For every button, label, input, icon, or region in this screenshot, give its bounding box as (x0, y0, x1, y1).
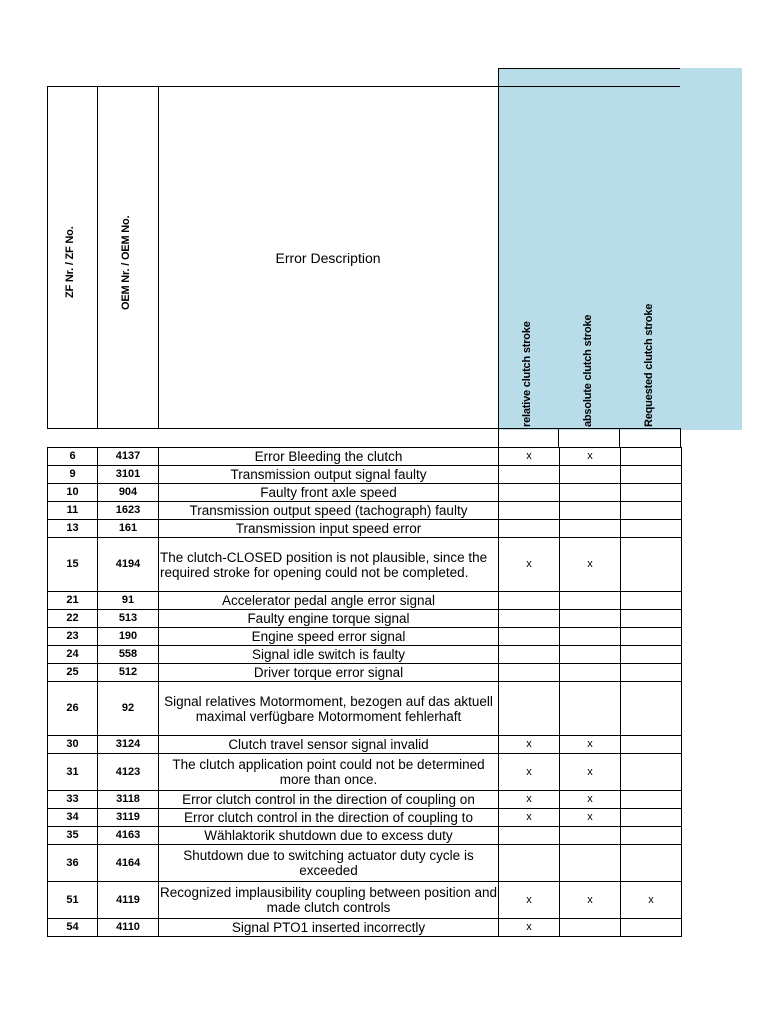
zf-no-cell: 10 (48, 484, 98, 502)
requested-clutch-stroke-cell (621, 466, 682, 484)
requested-clutch-stroke-cell (621, 646, 682, 664)
table-row (48, 809, 682, 827)
relative-clutch-stroke-cell (499, 520, 560, 538)
requested-clutch-stroke-cell (621, 682, 682, 736)
oem-no-cell: 513 (98, 610, 159, 628)
zf-no-cell: 34 (48, 809, 98, 827)
table-row (48, 827, 682, 845)
table-row (48, 682, 682, 736)
zf-no-cell: 21 (48, 592, 98, 610)
zf-no-cell: 30 (48, 736, 98, 754)
error-description-header: Error Description (275, 250, 381, 266)
table-row (48, 736, 682, 754)
table-row (48, 538, 682, 592)
absolute-clutch-stroke-cell (560, 628, 621, 646)
table-row (48, 484, 682, 502)
relative-clutch-stroke-cell (499, 610, 560, 628)
absolute-clutch-stroke-cell (560, 919, 621, 937)
requested-clutch-stroke-cell (621, 845, 682, 882)
table-row (48, 845, 682, 882)
requested-clutch-stroke-cell (621, 827, 682, 845)
absolute-clutch-stroke-cell (560, 664, 621, 682)
oem-no-cell: 904 (98, 484, 159, 502)
absolute-clutch-stroke-cell (560, 466, 621, 484)
table-row (48, 882, 682, 919)
requested-clutch-stroke-cell (621, 592, 682, 610)
error-description-cell: Wählaktorik shutdown due to excess duty (159, 827, 499, 845)
oem-no-cell: 4137 (98, 448, 159, 466)
oem-no-cell: 558 (98, 646, 159, 664)
error-description-cell: Shutdown due to switching actuator duty cycle is exceeded (159, 845, 499, 882)
header-highlight-band (498, 68, 742, 430)
table-row (48, 628, 682, 646)
zf-no-cell: 33 (48, 791, 98, 809)
zf-no-cell: 11 (48, 502, 98, 520)
oem-no-cell: 4164 (98, 845, 159, 882)
oem-no-cell: 161 (98, 520, 159, 538)
table-row (48, 664, 682, 682)
table-row (48, 502, 682, 520)
header-divider (47, 86, 48, 429)
table-row (48, 791, 682, 809)
relative-clutch-stroke-cell (499, 827, 560, 845)
oem-no-header: OEM Nr. / OEM No. (120, 215, 132, 310)
relative-clutch-stroke-cell: x (499, 919, 560, 937)
zf-no-cell: 26 (48, 682, 98, 736)
oem-no-cell: 3124 (98, 736, 159, 754)
zf-no-cell: 51 (48, 882, 98, 919)
table-row (48, 919, 682, 937)
zf-no-cell: 54 (48, 919, 98, 937)
spacer-divider (558, 428, 559, 448)
header-divider (498, 68, 499, 429)
relative-clutch-stroke-cell (499, 502, 560, 520)
relative-clutch-stroke-cell (499, 484, 560, 502)
requested-clutch-stroke-cell (621, 919, 682, 937)
zf-no-cell: 25 (48, 664, 98, 682)
relative-clutch-stroke-cell (499, 682, 560, 736)
absolute-clutch-stroke-header: absolute clutch stroke (582, 314, 594, 427)
relative-clutch-stroke-cell: x (499, 538, 560, 592)
relative-clutch-stroke-cell (499, 592, 560, 610)
zf-no-cell: 35 (48, 827, 98, 845)
absolute-clutch-stroke-cell: x (560, 538, 621, 592)
requested-clutch-stroke-cell (621, 754, 682, 791)
requested-clutch-stroke-cell (621, 664, 682, 682)
absolute-clutch-stroke-cell: x (560, 754, 621, 791)
absolute-clutch-stroke-cell: x (560, 448, 621, 466)
error-table-body (48, 448, 682, 937)
oem-no-cell: 1623 (98, 502, 159, 520)
error-description-cell: Signal PTO1 inserted incorrectly (159, 919, 499, 937)
absolute-clutch-stroke-cell (560, 827, 621, 845)
zf-no-cell: 15 (48, 538, 98, 592)
zf-no-cell: 23 (48, 628, 98, 646)
relative-clutch-stroke-cell: x (499, 882, 560, 919)
requested-clutch-stroke-cell (621, 538, 682, 592)
oem-no-cell: 3101 (98, 466, 159, 484)
zf-no-header: ZF Nr. / ZF No. (64, 226, 76, 298)
absolute-clutch-stroke-cell: x (560, 809, 621, 827)
absolute-clutch-stroke-cell (560, 502, 621, 520)
oem-no-cell: 3118 (98, 791, 159, 809)
error-description-cell: Signal idle switch is faulty (159, 646, 499, 664)
table-row (48, 520, 682, 538)
header-divider (97, 86, 98, 429)
absolute-clutch-stroke-cell (560, 682, 621, 736)
error-description-cell: Accelerator pedal angle error signal (159, 592, 499, 610)
relative-clutch-stroke-cell: x (499, 809, 560, 827)
table-row (48, 592, 682, 610)
oem-no-cell: 4163 (98, 827, 159, 845)
zf-no-cell: 31 (48, 754, 98, 791)
oem-no-cell: 4194 (98, 538, 159, 592)
error-description-cell: Error Bleeding the clutch (159, 448, 499, 466)
error-description-cell: The clutch-CLOSED position is not plausible, since the required stroke for opening could not be completed. (159, 538, 499, 592)
error-description-cell: Faulty front axle speed (159, 484, 499, 502)
relative-clutch-stroke-cell (499, 466, 560, 484)
error-description-cell: Transmission output speed (tachograph) faulty (159, 502, 499, 520)
relative-clutch-stroke-header: relative clutch stroke (521, 321, 533, 427)
error-description-cell: Signal relatives Motormoment, bezogen auf das aktuell maximal verfügbare Motormoment fehlerhaft (159, 682, 499, 736)
requested-clutch-stroke-cell (621, 520, 682, 538)
spacer-divider (619, 428, 620, 448)
requested-clutch-stroke-header: Requested clutch stroke (643, 303, 655, 427)
requested-clutch-stroke-cell (621, 610, 682, 628)
oem-no-cell: 91 (98, 592, 159, 610)
oem-no-cell: 512 (98, 664, 159, 682)
table-row (48, 646, 682, 664)
error-description-cell: Transmission input speed error (159, 520, 499, 538)
requested-clutch-stroke-cell (621, 628, 682, 646)
error-table (47, 447, 682, 937)
error-description-cell: Error clutch control in the direction of coupling to (159, 809, 499, 827)
oem-no-cell: 190 (98, 628, 159, 646)
relative-clutch-stroke-cell (499, 646, 560, 664)
zf-no-cell: 13 (48, 520, 98, 538)
table-row (48, 448, 682, 466)
header-top-rule (498, 68, 680, 69)
error-description-cell: Clutch travel sensor signal invalid (159, 736, 499, 754)
error-description-cell: Driver torque error signal (159, 664, 499, 682)
header-bottom-rule (47, 428, 680, 429)
spacer-divider (680, 428, 681, 448)
relative-clutch-stroke-cell: x (499, 736, 560, 754)
absolute-clutch-stroke-cell: x (560, 736, 621, 754)
zf-no-cell: 6 (48, 448, 98, 466)
requested-clutch-stroke-cell (621, 484, 682, 502)
relative-clutch-stroke-cell (499, 845, 560, 882)
zf-no-cell: 24 (48, 646, 98, 664)
error-description-cell: Error clutch control in the direction of coupling on (159, 791, 499, 809)
oem-no-cell: 92 (98, 682, 159, 736)
relative-clutch-stroke-cell: x (499, 754, 560, 791)
absolute-clutch-stroke-cell (560, 845, 621, 882)
requested-clutch-stroke-cell (621, 502, 682, 520)
relative-clutch-stroke-cell (499, 628, 560, 646)
requested-clutch-stroke-cell: x (621, 882, 682, 919)
relative-clutch-stroke-cell: x (499, 448, 560, 466)
error-description-cell: Transmission output signal faulty (159, 466, 499, 484)
absolute-clutch-stroke-cell: x (560, 882, 621, 919)
error-description-cell: Recognized implausibility coupling between position and made clutch controls (159, 882, 499, 919)
requested-clutch-stroke-cell (621, 736, 682, 754)
requested-clutch-stroke-cell (621, 448, 682, 466)
spacer-divider (498, 428, 499, 448)
zf-no-cell: 9 (48, 466, 98, 484)
zf-no-cell: 22 (48, 610, 98, 628)
absolute-clutch-stroke-cell (560, 520, 621, 538)
zf-no-cell: 36 (48, 845, 98, 882)
oem-no-cell: 4123 (98, 754, 159, 791)
header-rule (47, 86, 680, 87)
oem-no-cell: 4119 (98, 882, 159, 919)
table-row (48, 754, 682, 791)
table-row (48, 466, 682, 484)
error-description-cell: Engine speed error signal (159, 628, 499, 646)
absolute-clutch-stroke-cell (560, 646, 621, 664)
absolute-clutch-stroke-cell (560, 610, 621, 628)
error-description-cell: Faulty engine torque signal (159, 610, 499, 628)
requested-clutch-stroke-cell (621, 791, 682, 809)
absolute-clutch-stroke-cell: x (560, 791, 621, 809)
requested-clutch-stroke-cell (621, 809, 682, 827)
error-description-cell: The clutch application point could not be determined more than once. (159, 754, 499, 791)
relative-clutch-stroke-cell: x (499, 791, 560, 809)
relative-clutch-stroke-cell (499, 664, 560, 682)
table-row (48, 610, 682, 628)
absolute-clutch-stroke-cell (560, 592, 621, 610)
oem-no-cell: 3119 (98, 809, 159, 827)
absolute-clutch-stroke-cell (560, 484, 621, 502)
oem-no-cell: 4110 (98, 919, 159, 937)
